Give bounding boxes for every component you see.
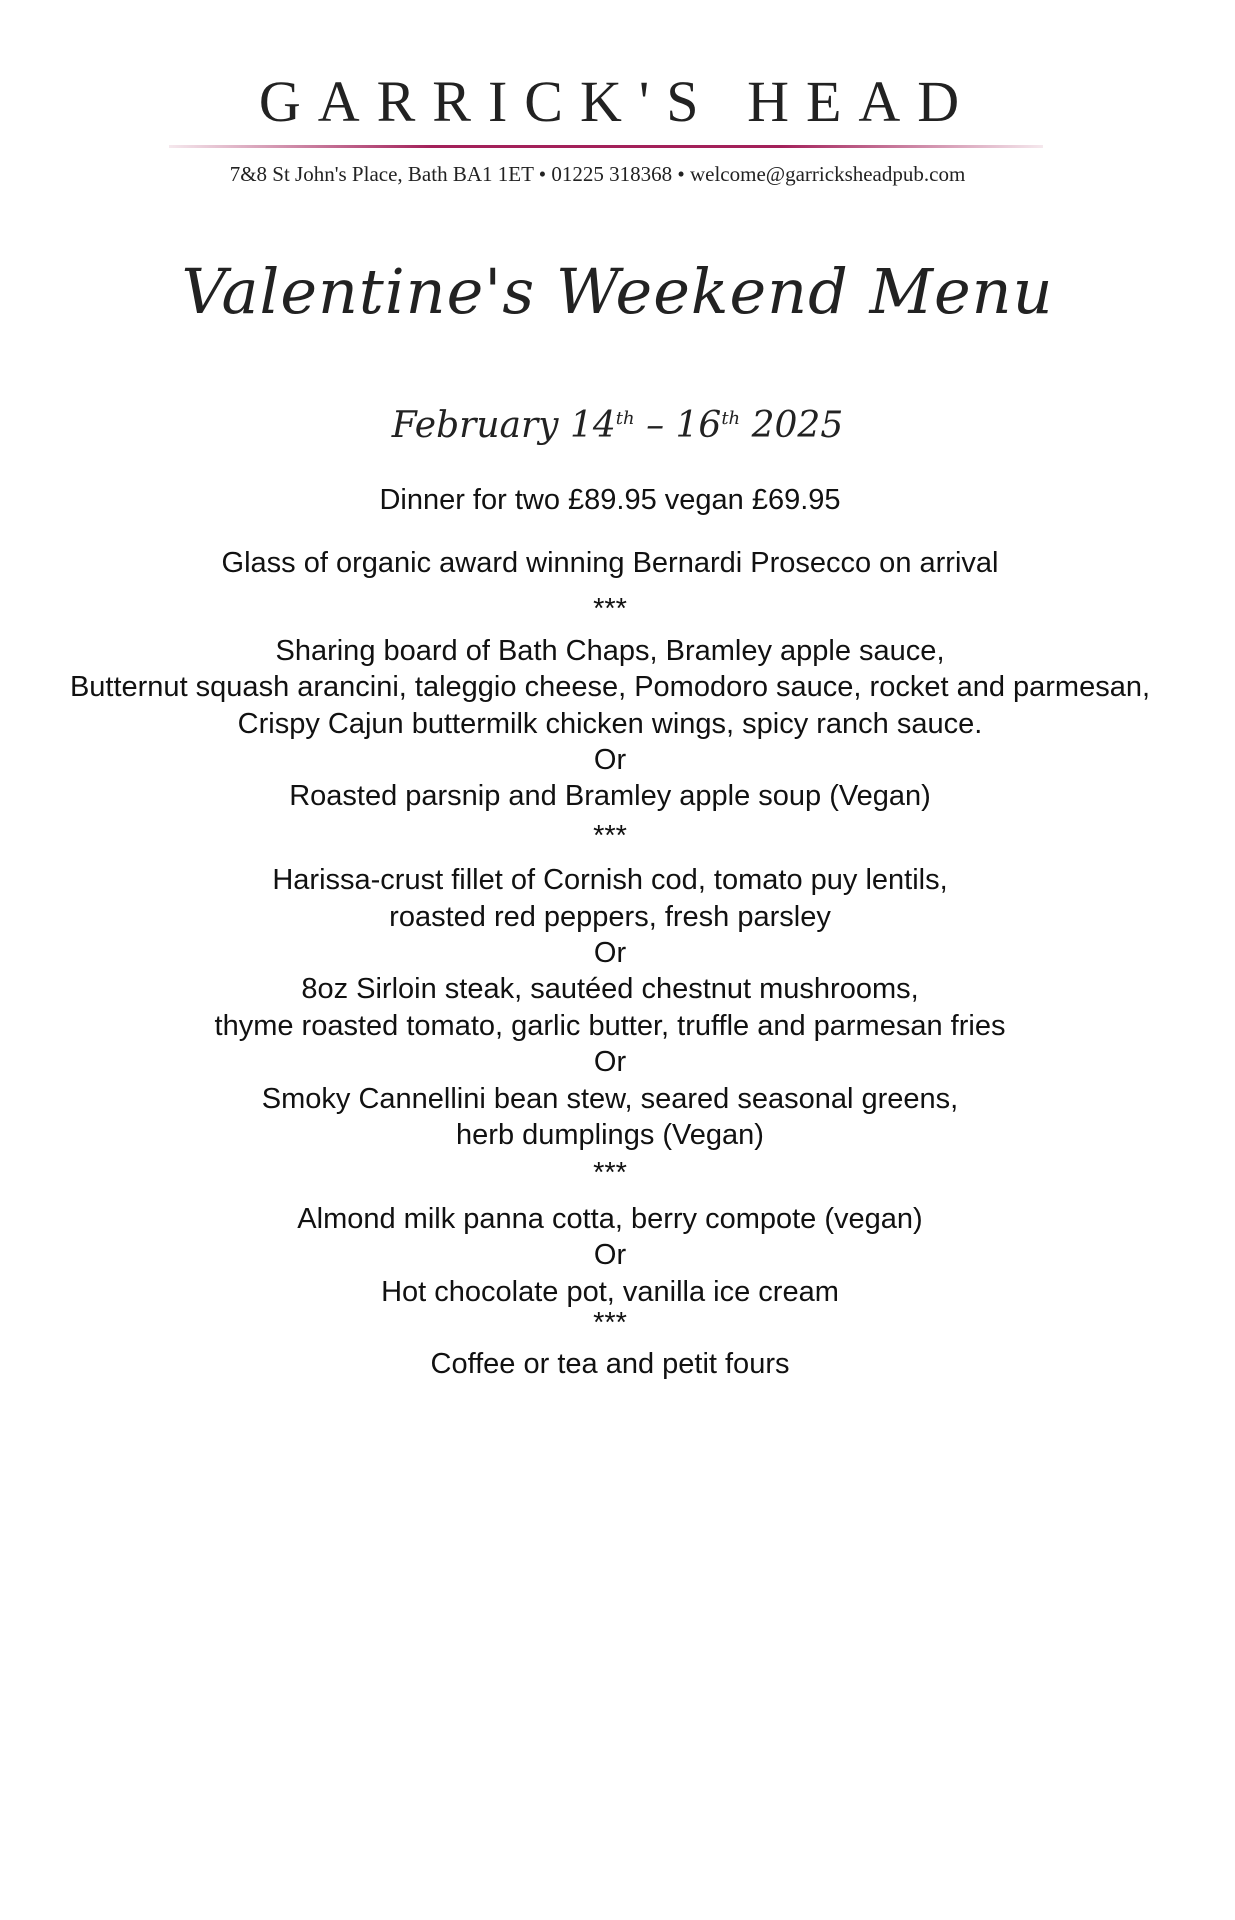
menu-line: Smoky Cannellini bean stew, seared seasonal greens, (261, 1083, 959, 1115)
menu-line: Coffee or tea and petit fours (430, 1348, 790, 1380)
menu-line: Dinner for two £89.95 vegan £69.95 (379, 484, 841, 516)
or-divider: Or (593, 744, 627, 776)
date-year: 2025 (751, 405, 844, 446)
menu-line: roasted red peppers, fresh parsley (389, 901, 831, 933)
or-divider: Or (593, 1239, 627, 1271)
or-divider: Or (593, 1046, 627, 1078)
menu-line: Harissa-crust fillet of Cornish cod, tomato puy lentils, (272, 864, 948, 896)
date-start: 14 (569, 405, 616, 446)
menu-title: Valentine's Weekend Menu (181, 255, 1054, 328)
course-separator: *** (593, 820, 627, 852)
contact-address: 7&8 St John's Place, Bath BA1 1ET • 01225 318368 • welcome@garricksheadpub.com (229, 162, 966, 186)
date-end-suffix: th (721, 408, 741, 429)
date-dash: – (646, 405, 665, 446)
date-month: February (391, 405, 559, 446)
menu-line: Glass of organic award winning Bernardi Prosecco on arrival (221, 547, 999, 579)
menu-line: Sharing board of Bath Chaps, Bramley apple sauce, (275, 635, 945, 667)
brand-logo: GARRICK'S HEAD (258, 69, 977, 134)
course-separator: *** (593, 1307, 627, 1339)
date-end: 16 (675, 405, 722, 446)
menu-line: Roasted parsnip and Bramley apple soup (Vegan) (289, 780, 931, 812)
header-divider (169, 145, 1043, 148)
course-separator: *** (593, 593, 627, 625)
or-divider: Or (593, 937, 627, 969)
menu-line: Almond milk panna cotta, berry compote (vegan) (297, 1203, 923, 1235)
menu-line: Hot chocolate pot, vanilla ice cream (381, 1276, 839, 1308)
menu-line: Crispy Cajun buttermilk chicken wings, spicy ranch sauce. (237, 708, 983, 740)
menu-line: thyme roasted tomato, garlic butter, truffle and parmesan fries (214, 1010, 1006, 1042)
menu-line: herb dumplings (Vegan) (456, 1119, 764, 1151)
menu-line: Butternut squash arancini, taleggio cheese, Pomodoro sauce, rocket and parmesan, (69, 671, 1151, 703)
menu-date (0, 405, 1235, 446)
date-start-suffix: th (615, 408, 635, 429)
course-separator: *** (593, 1157, 627, 1189)
menu-line: 8oz Sirloin steak, sautéed chestnut mushrooms, (301, 973, 919, 1005)
